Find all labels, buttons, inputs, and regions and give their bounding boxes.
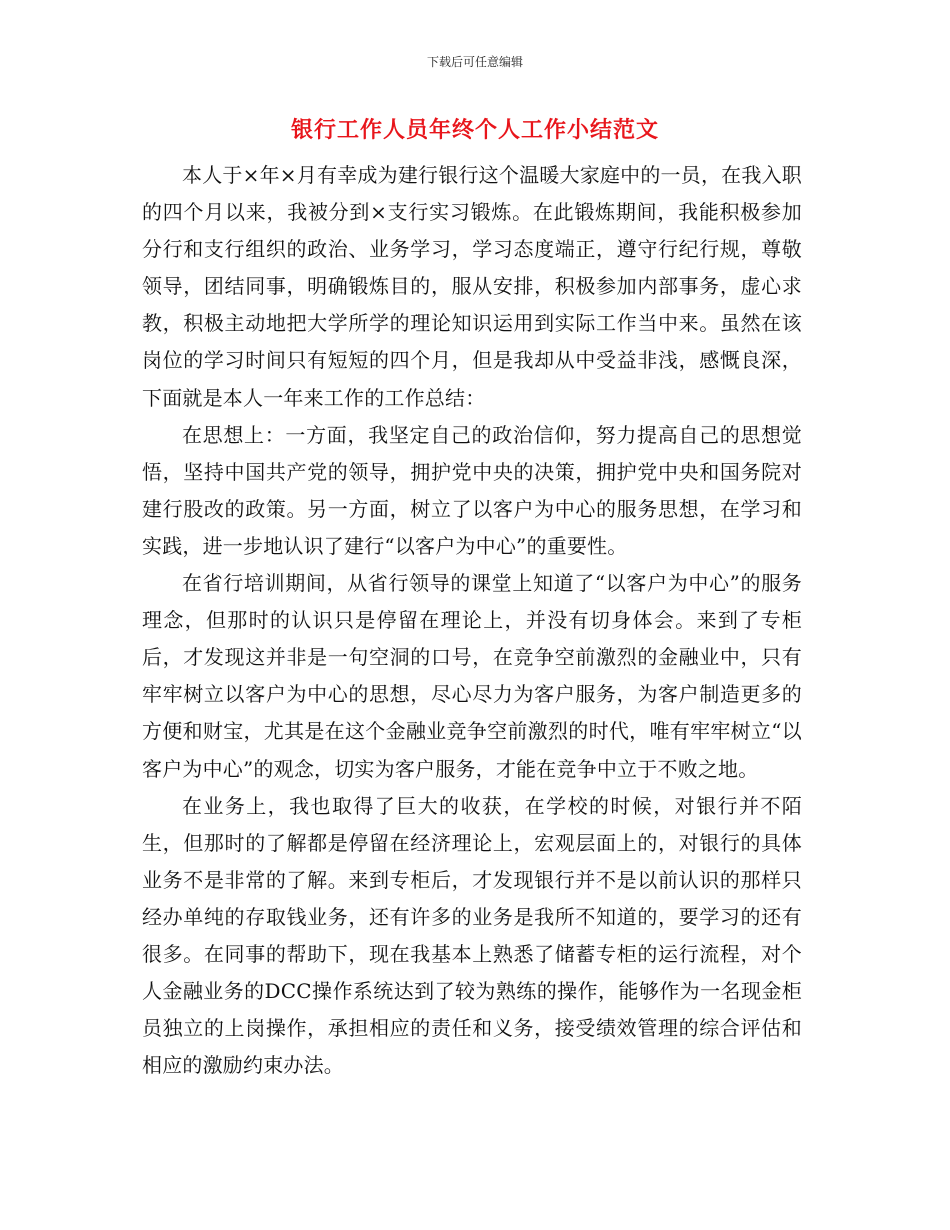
document-title: 银行工作人员年终个人工作小结范文 xyxy=(290,118,659,143)
paragraph-business: 在业务上，我也取得了巨大的收获，在学校的时候，对银行并不陌生，但那时的了解都是停留在经济理论上，宏观层面上的，对银行的具体业务不是非常的了解。来到专柜后，才发现银行并不是以前认识的那样只经办单纯的存取钱业务，还有许多的业务是我所不知道的，要学习的还有很多。在同事的帮助下，现在我基本上熟悉了储蓄专柜的运行流程，对个人金融业务的DCC操作系统达到了较为熟练的操作，能够作为一名现金柜员独立的上岗操作，承担相应的责任和义务，接受绩效管理的综合评估和相应的激励约束办法。 xyxy=(142,793,802,1078)
paragraph-thought: 在思想上：一方面，我坚定自己的政治信仰，努力提高自己的思想觉悟，坚持中国共产党的领导，拥护党中央的决策，拥护党中央和国务院对建行股改的政策。另一方面，树立了以客户为中心的服务思想，在学习和实践，进一步地认识了建行“以客户为中心”的重要性。 xyxy=(142,422,802,558)
document-body xyxy=(142,157,802,1084)
header-note: 下载后可任意编辑 xyxy=(426,55,523,69)
paragraph-intro: 本人于×年×月有幸成为建行银行这个温暖大家庭中的一员，在我入职的四个月以来，我被分到×支行实习锻炼。在此锻炼期间，我能积极参加分行和支行组织的政治、业务学习，学习态度端正，遵守行纪行规，尊敬领导，团结同事，明确锻炼目的，服从安排，积极参加内部事务，虚心求教，积极主动地把大学所学的理论知识运用到实际工作当中来。虽然在该岗位的学习时间只有短短的四个月，但是我却从中受益非浅，感慨良深，下面就是本人一年来工作的工作总结： xyxy=(142,163,802,410)
paragraph-training: 在省行培训期间，从省行领导的课堂上知道了“以客户为中心”的服务理念，但那时的认识只是停留在理论上，并没有切身体会。来到了专柜后，才发现这并非是一句空洞的口号，在竞争空前激烈的金融业中，只有牢牢树立以客户为中心的思想，尽心尽力为客户服务，为客户制造更多的方便和财宝，尤其是在这个金融业竞争空前激烈的时代，唯有牢牢树立“以客户为中心”的观念，切实为客户服务，才能在竞争中立于不败之地。 xyxy=(142,571,802,781)
